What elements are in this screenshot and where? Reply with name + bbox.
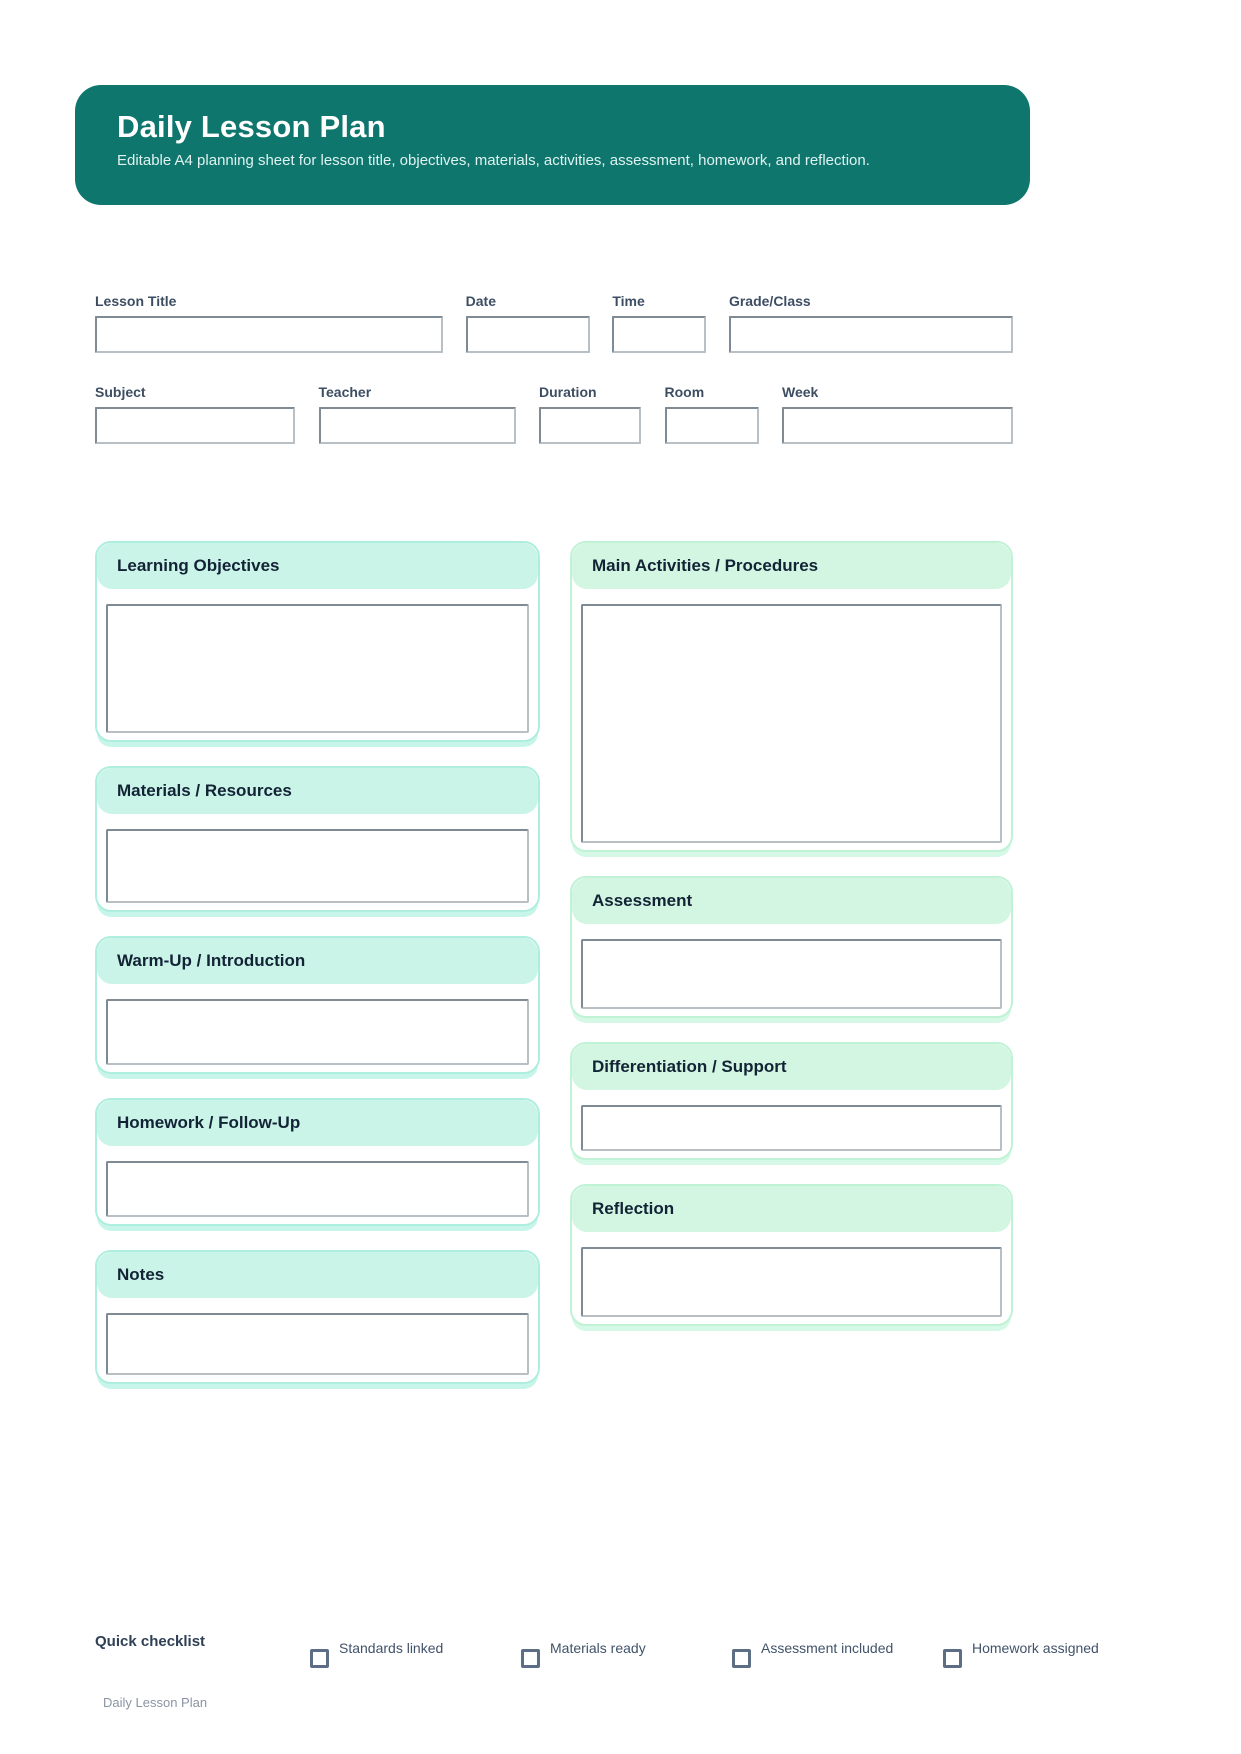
teacher-label: Teacher (318, 384, 372, 400)
field-time (612, 293, 706, 353)
section-learning-objectives (95, 541, 540, 742)
field-room (665, 384, 759, 444)
section-differentiation-support (570, 1042, 1013, 1160)
date-input[interactable] (466, 316, 590, 353)
duration-input[interactable] (539, 407, 641, 444)
date-label: Date (465, 293, 497, 309)
footer-text: Daily Lesson Plan (103, 1695, 208, 1710)
section-materials-resources (95, 766, 540, 912)
checklist-item-label: Materials ready (550, 1640, 646, 1656)
time-label: Time (612, 293, 645, 309)
homework-assigned-checkbox[interactable] (943, 1649, 962, 1668)
section-main-activities-procedures (570, 541, 1013, 852)
checklist-item-standards-linked (310, 1640, 521, 1668)
plan-sections (95, 541, 1013, 1384)
section-warm-up-introduction (95, 936, 540, 1074)
materials-ready-checkbox[interactable] (521, 1649, 540, 1668)
section-title: Notes (97, 1252, 538, 1298)
checklist-title: Quick checklist (95, 1633, 206, 1650)
section-reflection (570, 1184, 1013, 1326)
differentiation-support-textarea[interactable] (581, 1105, 1002, 1151)
homework-follow-up-textarea[interactable] (106, 1161, 529, 1217)
checklist-item-materials-ready (521, 1640, 732, 1668)
section-assessment (570, 876, 1013, 1018)
subject-input[interactable] (95, 407, 295, 444)
checklist-item-assessment-included (732, 1640, 943, 1668)
section-title: Reflection (572, 1186, 1011, 1232)
grade-class-input[interactable] (729, 316, 1013, 353)
time-input[interactable] (612, 316, 706, 353)
quick-checklist (95, 1633, 1113, 1668)
document-footer (103, 1695, 1241, 1710)
field-lesson-title (95, 293, 443, 353)
section-title: Learning Objectives (97, 543, 538, 589)
reflection-textarea[interactable] (581, 1247, 1002, 1317)
form-row-2 (95, 384, 1013, 444)
section-notes (95, 1250, 540, 1384)
right-column (570, 541, 1013, 1384)
field-week (782, 384, 1013, 444)
lesson-title-label: Lesson Title (95, 293, 177, 309)
room-input[interactable] (665, 407, 759, 444)
section-title: Differentiation / Support (572, 1044, 1011, 1090)
section-homework-follow-up (95, 1098, 540, 1226)
section-title: Materials / Resources (97, 768, 538, 814)
week-input[interactable] (782, 407, 1013, 444)
checklist-item-label: Standards linked (339, 1640, 444, 1656)
grade-class-label: Grade/Class (728, 293, 811, 309)
week-label: Week (782, 384, 819, 400)
section-title: Homework / Follow-Up (97, 1100, 538, 1146)
field-duration (539, 384, 641, 444)
lesson-title-input[interactable] (95, 316, 443, 353)
teacher-input[interactable] (319, 407, 516, 444)
assessment-textarea[interactable] (581, 939, 1002, 1009)
field-subject (95, 384, 295, 444)
field-teacher (319, 384, 516, 444)
main-activities-procedures-textarea[interactable] (581, 604, 1002, 843)
checklist-item-label: Homework assigned (972, 1640, 1099, 1656)
section-title: Warm-Up / Introduction (97, 938, 538, 984)
room-label: Room (664, 384, 705, 400)
checklist-item-homework-assigned (943, 1640, 1099, 1668)
assessment-included-checkbox[interactable] (732, 1649, 751, 1668)
form-row-1 (95, 293, 1013, 353)
checklist-item-label: Assessment included (761, 1640, 894, 1656)
subject-label: Subject (95, 384, 146, 400)
duration-label: Duration (539, 384, 597, 400)
left-column (95, 541, 540, 1384)
page-title: Daily Lesson Plan (117, 109, 386, 144)
learning-objectives-textarea[interactable] (106, 604, 529, 733)
warm-up-introduction-textarea[interactable] (106, 999, 529, 1065)
document-header (75, 85, 1030, 205)
standards-linked-checkbox[interactable] (310, 1649, 329, 1668)
page-subtitle: Editable A4 planning sheet for lesson title, objectives, materials, activities, assessment, homework, and reflection. (117, 152, 870, 169)
materials-resources-textarea[interactable] (106, 829, 529, 903)
field-date (466, 293, 590, 353)
notes-textarea[interactable] (106, 1313, 529, 1375)
field-grade-class (729, 293, 1013, 353)
meta-form (95, 293, 1013, 444)
section-title: Main Activities / Procedures (572, 543, 1011, 589)
section-title: Assessment (572, 878, 1011, 924)
